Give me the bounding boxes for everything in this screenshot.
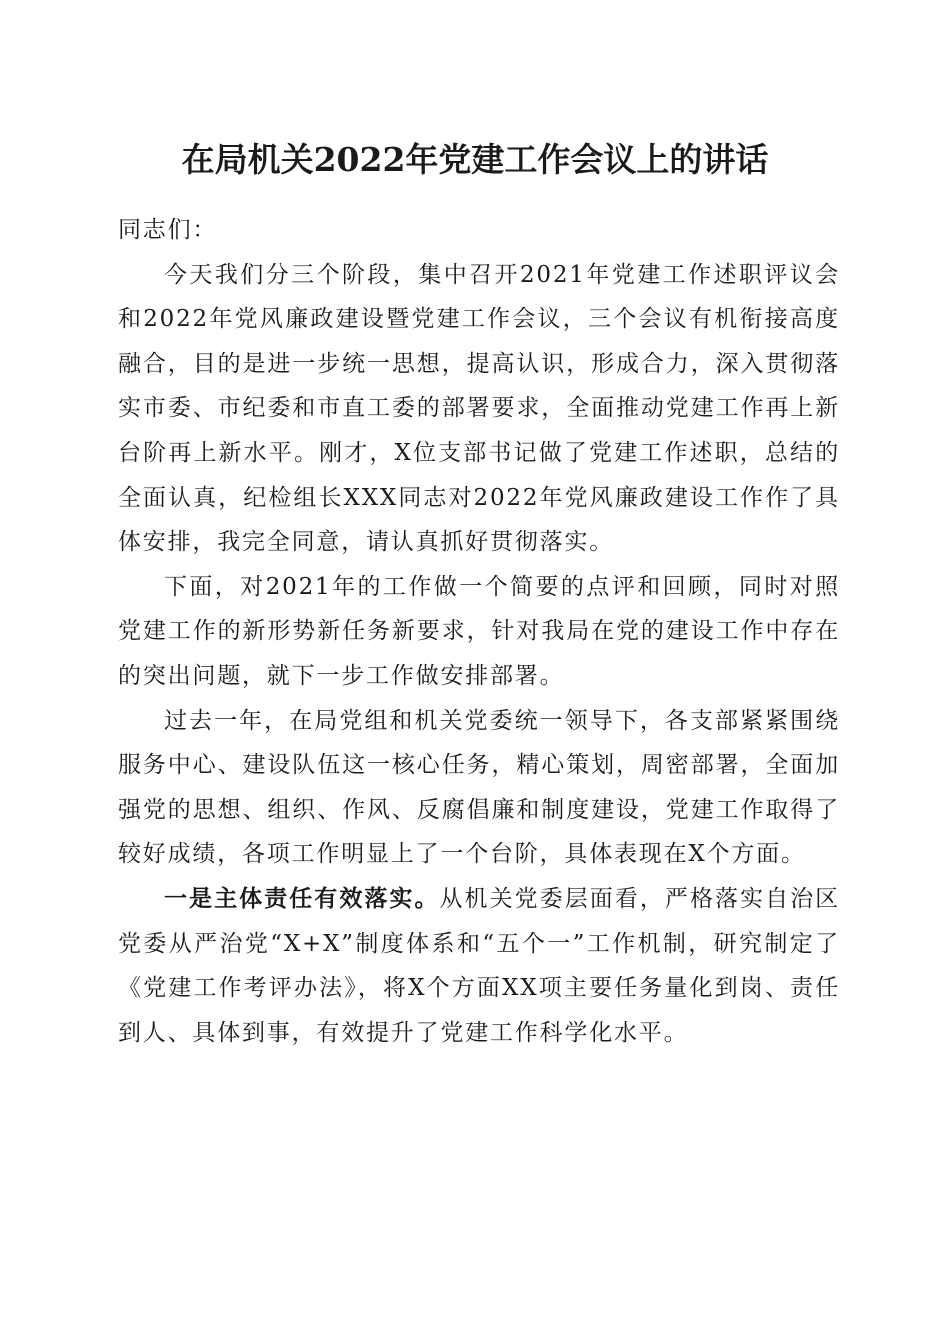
paragraph-point-one bbox=[118, 877, 840, 1055]
paragraph-text: 过去一年，在局党组和机关党委统一领导下，各支部紧紧围绕服务中心、建设队伍这一核心任务，精心策划，周密部署，全面加强党的思想、组织、作风、反腐倡廉和制度建设，党建工作取得了较好成绩，各项工作明显上了一个台阶，具体表现在X个方面。 bbox=[118, 707, 840, 868]
paragraph-lead: 一是主体责任有效落实。 bbox=[164, 884, 440, 912]
paragraph-intro bbox=[118, 253, 840, 565]
document-body bbox=[118, 208, 840, 1055]
paragraph-text: 从机关党委层面看，严格落实自治区党委从严治党“X+X”制度体系和“五个一”工作机制，研究制定了《党建工作考评办法》，将X个方面XX项主要任务量化到岗、责任到人、具体到事，有效提升了党建工作科学化水平。 bbox=[118, 885, 840, 1046]
paragraph-overview bbox=[118, 565, 840, 699]
document-title: 在局机关2022年党建工作会议上的讲话 bbox=[181, 140, 769, 179]
salutation: 同志们： bbox=[118, 217, 218, 243]
paragraph-text: 今天我们分三个阶段，集中召开2021年党建工作述职评议会和2022年党风廉政建设暨党建工作会议，三个会议有机衔接高度融合，目的是进一步统一思想，提高认识，形成合力，深入贯彻落实市委、市纪委和市直工委的部署要求，全面推动党建工作再上新台阶再上新水平。刚才，X位支部书记做了党建工作述职，总结的全面认真，纪检组长XXX同志对2022年党风廉政建设工作作了具体安排，我完全同意，请认真抓好贯彻落实。 bbox=[118, 261, 840, 556]
paragraph-review bbox=[118, 699, 840, 877]
paragraph-text: 下面，对2021年的工作做一个简要的点评和回顾，同时对照党建工作的新形势新任务新要求，针对我局在党的建设工作中存在的突出问题，就下一步工作做安排部署。 bbox=[118, 573, 840, 689]
